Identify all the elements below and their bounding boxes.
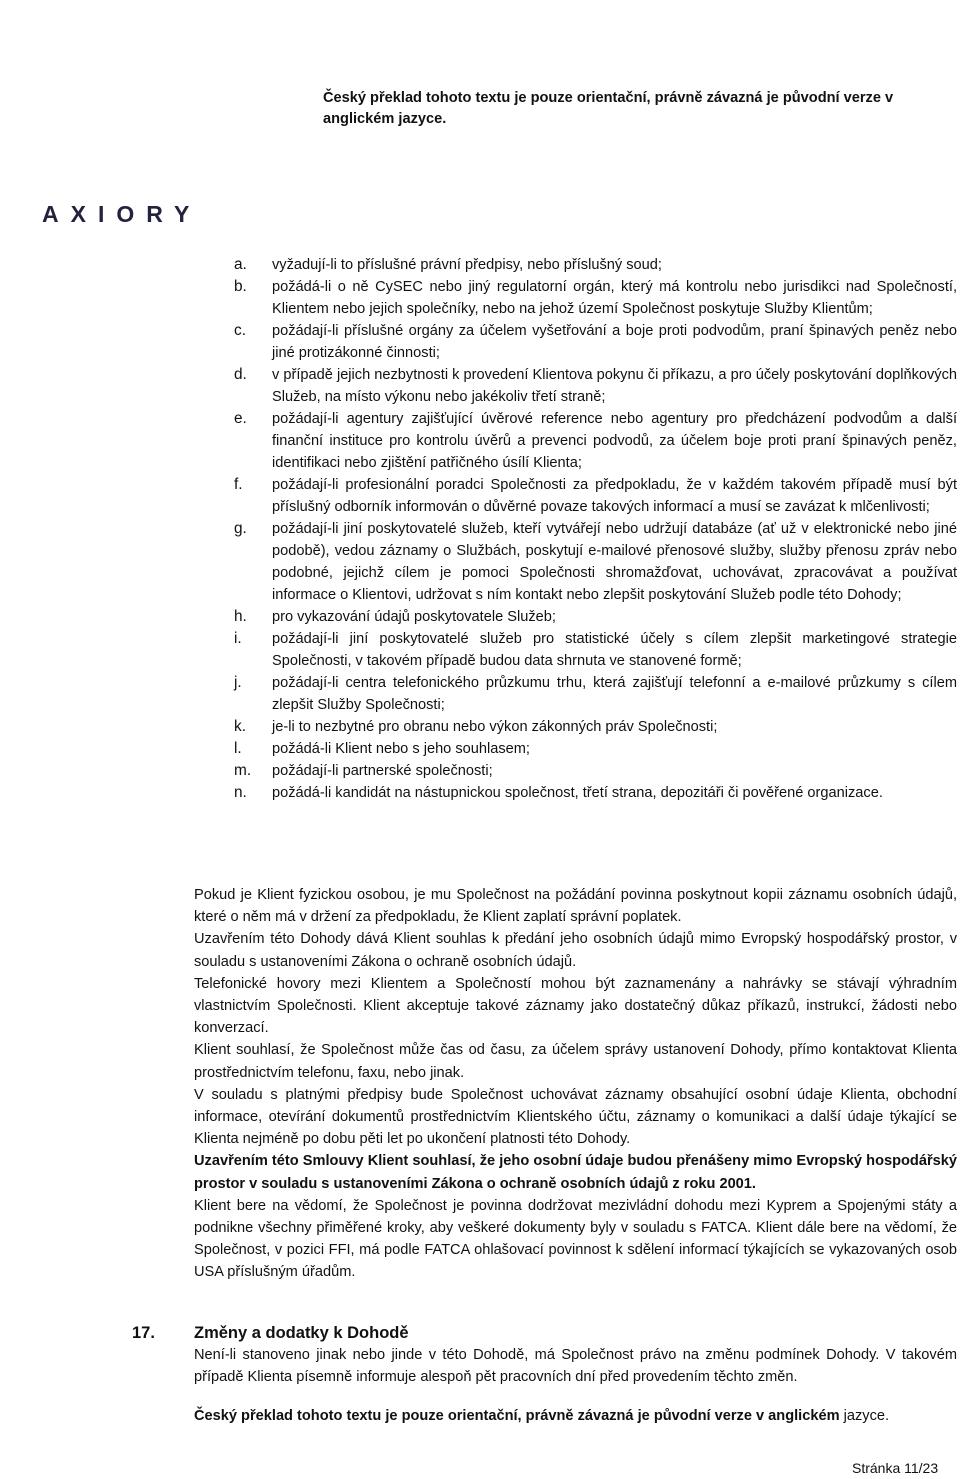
list-marker: b. (234, 278, 247, 295)
list-marker: e. (234, 410, 247, 427)
section-body: Není-li stanoveno jinak nebo jinde v této Dohodě, má Společnost právo na změnu podmínek Dohody. V takovém případě Klienta písemně informuje alespoň pět pracovních dní před provedením těchto změn. (194, 1347, 957, 1385)
paragraph-record-retention: V souladu s platnými předpisy bude Společnost uchovávat záznamy obsahující osobní údaje Klienta, obchodní informace, otevírání dokumentů prostřednictvím Klientského účtu, záznamy o komunikaci a další údaje týkající se Klienta nejméně po dobu pěti let po ukončení platnosti této Dohody. (194, 1086, 957, 1148)
list-marker: c. (234, 322, 246, 339)
list-marker: h. (234, 608, 247, 625)
list-item (234, 320, 957, 364)
list-marker: g. (234, 520, 247, 537)
list-item (234, 760, 957, 782)
list-item-text: požádají-li centra telefonického průzkumu trhu, která zajišťují telefonní a e-mailové průzkumy s cílem zlepšit Služby Společnosti; (272, 675, 957, 713)
list-item-text: požádá-li kandidát na nástupnickou společnost, třetí strana, depozitáři či pověřené organizace. (272, 785, 883, 801)
list-item (234, 782, 957, 804)
list-marker: a. (234, 256, 247, 273)
list-item-text: požádají-li profesionální poradci Společnosti za předpokladu, že v každém takovém případě musí být příslušný odborník informován o důvěrné povaze takových informací a musí se zavázat k mlčenlivosti; (272, 477, 957, 515)
paragraph-fatca: Klient bere na vědomí, že Společnost je povinna dodržovat mezivládní dohodu mezi Kyprem a Spojenými státy a podnikne všechny přiměřené kroky, aby veškeré dokumenty byly v souladu s FATCA. Klient dále bere na vědomí, že Společnost, v pozici FFI, má podle FATCA ohlašovací povinnost k sdělení informací týkajících se vykazovaných osob USA příslušným úřadům. (194, 1197, 957, 1281)
list-item (234, 364, 957, 408)
list-item (234, 276, 957, 320)
list-item-text: pro vykazování údajů poskytovatele Služeb; (272, 609, 556, 625)
list-item (234, 738, 957, 760)
list-item-text: požádají-li agentury zajišťující úvěrové reference nebo agentury pro předcházení podvodům a další finanční instituce pro kontrolu úvěrů a prevenci podvodů, za účelem boje proti praní špinavých peněz, identifikaci nebo zjištění patřičného úsílí Klienta; (272, 411, 957, 471)
translation-notice-footer (194, 1406, 957, 1427)
list-item (234, 628, 957, 672)
section-heading (132, 1322, 957, 1344)
page-number: Stránka 11/23 (852, 1460, 939, 1476)
list-item-text: v případě jejich nezbytnosti k provedení Klientova pokynu či příkazu, a pro účely poskytování doplňkových Služeb, na místo výkonu nebo jakékoliv třetí straně; (272, 367, 957, 405)
section-number: 17. (132, 1324, 155, 1342)
list-item-text: vyžadují-li to příslušné právní předpisy, nebo příslušný soud; (272, 257, 662, 273)
paragraph-call-recording: Telefonické hovory mezi Klientem a Společností mohou být zaznamenány a nahrávky se stávají výhradním vlastnictvím Společnosti. Klient akceptuje takové záznamy jako dostatečný důkaz příkazů, instrukcí, žádosti nebo konverzací. (194, 975, 957, 1037)
paragraph-eea-transfer: Uzavřením této Dohody dává Klient souhlas k předání jeho osobních údajů mimo Evropský hospodářský prostor, v souladu s ustanoveními Zákona o ochraně osobních údajů. (194, 931, 957, 970)
list-item-text: požádají-li příslušné orgány za účelem vyšetřování a boje proti podvodům, praní špinavých peněz nebo jiné protizákonné činnosti; (272, 323, 957, 361)
list-marker: i. (234, 630, 242, 647)
list-item-text: požádá-li o ně CySEC nebo jiný regulatorní orgán, který má kontrolu nebo jurisdikci nad Společností, Klientem nebo jejich společníky, nebo na jehož území Společnost poskytuje Služby Klientům; (272, 279, 957, 317)
list-item (234, 606, 957, 628)
disclosure-list (234, 254, 957, 804)
list-item (234, 408, 957, 474)
list-marker: l. (234, 740, 242, 757)
list-item-text: požádají-li jiní poskytovatelé služeb, kteří vytvářejí nebo udržují databáze (ať už v elektronické nebo jiné podobě), vedou záznamy o Službách, poskytují e-mailové přenosové služby, služby přenosu zpráv nebo podobné, jejichž cílem je pomoci Společnosti shromažďovat, uchovávat, zpracovávat a používat informace o Klientovi, udržovat s ním kontakt nebo zlepšit poskytování Služeb podle této Dohody; (272, 521, 957, 603)
list-marker: j. (234, 674, 242, 691)
list-marker: f. (234, 476, 243, 493)
list-item-text: požádají-li partnerské společnosti; (272, 763, 493, 779)
list-marker: d. (234, 366, 247, 383)
list-item (234, 254, 957, 276)
section-title: Změny a dodatky k Dohodě (194, 1324, 409, 1342)
list-item (234, 518, 957, 606)
list-marker: m. (234, 762, 252, 779)
list-item (234, 672, 957, 716)
translation-notice: Český překlad tohoto textu je pouze orientační, právně závazná je původní verze v anglickém jazyce. (323, 90, 894, 127)
section-17 (132, 1322, 957, 1388)
list-marker: k. (234, 718, 246, 735)
notice-rest-text: jazyce. (843, 1408, 890, 1424)
list-item-text: je-li to nezbytné pro obranu nebo výkon zákonných práv Společnosti; (272, 719, 718, 735)
paragraph-copy-request: Pokud je Klient fyzickou osobou, je mu Společnost na požádání povinna poskytnout kopii záznamu osobních údajů, které o něm má v držení za předpokladu, že Klient zaplatí správní poplatek. (194, 887, 957, 926)
list-item (234, 474, 957, 518)
axiory-logo: AXIORY (42, 201, 202, 227)
paragraph-data-transfer-consent: Uzavřením této Smlouvy Klient souhlasí, že jeho osobní údaje budou přenášeny mimo Evropský hospodářský prostor v souladu s ustanoveními Zákona o ochraně osobních údajů z roku 2001. (194, 1153, 957, 1192)
body-paragraphs (194, 884, 957, 1284)
list-item (234, 716, 957, 738)
list-marker: n. (234, 784, 247, 801)
list-item-text: požádá-li Klient nebo s jeho souhlasem; (272, 741, 530, 757)
notice-bold-text: Český překlad tohoto textu je pouze orientační, právně závazná je původní verze v anglickém (194, 1408, 840, 1424)
paragraph-contact-consent: Klient souhlasí, že Společnost může čas od času, za účelem správy ustanovení Dohody, přímo kontaktovat Klienta prostřednictvím telefonu, faxu, nebo jinak. (194, 1042, 957, 1081)
list-item-text: požádají-li jiní poskytovatelé služeb pro statistické účely s cílem zlepšit marketingové strategie Společnosti, v takovém případě budou data shrnuta ve stanovené formě; (272, 631, 957, 669)
